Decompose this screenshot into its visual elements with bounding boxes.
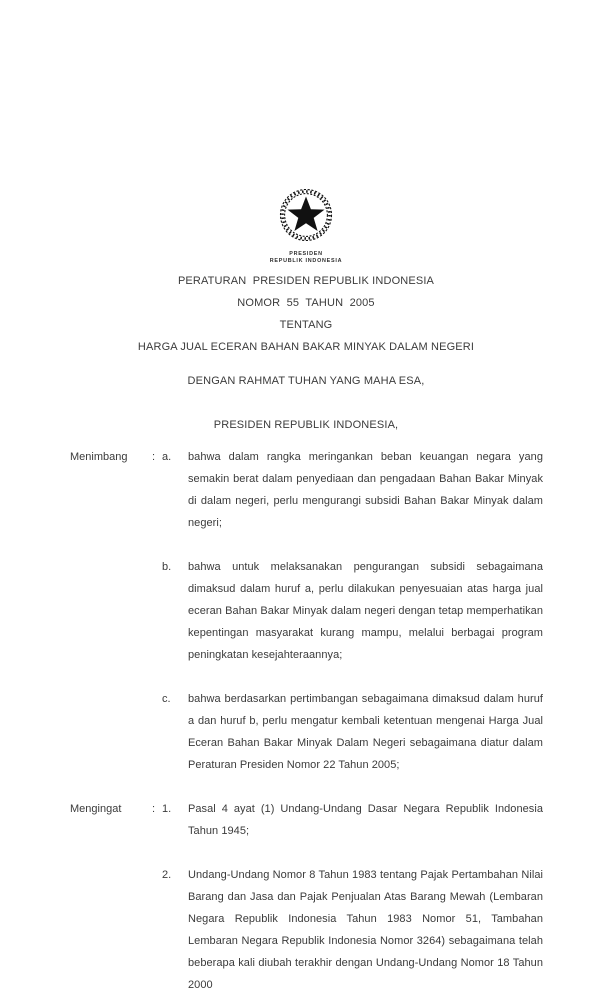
clause-text: Pasal 4 ayat (1) Undang-Undang Dasar Negara Republik Indonesia Tahun 1945; xyxy=(188,803,543,837)
clause-text: bahwa berdasarkan pertimbangan sebagaimana dimaksud dalam huruf a dan huruf b, perlu mengatur kembali ketentuan mengenai Harga Jual Eceran Bahan Bakar Minyak Dalam Negeri sebagaimana diatur dalam Peraturan Presiden Nomor 22 Tahun 2005; xyxy=(188,693,543,771)
clause-row xyxy=(0,446,612,534)
garuda-star-wreath-emblem-icon xyxy=(277,186,335,244)
clause-row xyxy=(0,864,612,996)
clause-marker: 1. xyxy=(162,803,172,815)
preamble-blessing: DENGAN RAHMAT TUHAN YANG MAHA ESA, xyxy=(187,375,425,387)
section-label-menimbang: Menimbang xyxy=(70,451,128,463)
section-colon: : xyxy=(152,451,156,463)
clause-sections xyxy=(0,446,612,996)
clause-text: bahwa untuk melaksanakan pengurangan subsidi sebagaimana dimaksud dalam huruf a, perlu dilakukan penyesuaian atas harga jual eceran Bahan Bakar Minyak dalam negeri dengan tetap memperhatikan kepentingan masyarakat kurang mampu, melalui berbagai program peningkatan kesejahteraannya; xyxy=(188,561,543,661)
preamble-authority: PRESIDEN REPUBLIK INDONESIA, xyxy=(213,419,399,431)
heading-regulation-title: PERATURAN PRESIDEN REPUBLIK INDONESIA xyxy=(177,275,435,287)
heading-number-year: NOMOR 55 TAHUN 2005 xyxy=(237,297,375,309)
emblem-caption-line-1: PRESIDEN xyxy=(289,251,323,257)
section-colon: : xyxy=(152,803,156,815)
section-mengingat xyxy=(0,798,612,996)
clause-marker: c. xyxy=(162,693,171,705)
section-label-mengingat: Mengingat xyxy=(70,803,122,815)
clause-marker: 2. xyxy=(162,869,172,881)
heading-subject: HARGA JUAL ECERAN BAHAN BAKAR MINYAK DALAM NEGERI xyxy=(137,341,475,353)
clause-marker: b. xyxy=(162,561,172,573)
emblem-caption-line-2: REPUBLIK INDONESIA xyxy=(269,257,343,264)
preamble-spacer xyxy=(0,392,612,414)
emblem-caption xyxy=(0,251,612,265)
clause-row xyxy=(0,798,612,842)
section-menimbang xyxy=(0,446,612,776)
clause-marker: a. xyxy=(162,451,172,463)
document-preamble xyxy=(0,370,612,436)
clause-text: Undang-Undang Nomor 8 Tahun 1983 tentang Pajak Pertambahan Nilai Barang dan Jasa dan Pajak Penjualan Atas Barang Mewah (Lembaran Negara Republik Indonesia Tahun 1983 Nomor 51, Tambahan Lembaran Negara Republik Indonesia Nomor 3264) sebagaimana telah beberapa kali diubah terakhir dengan Undang-Undang Nomor 18 Tahun 2000 xyxy=(188,869,543,991)
presidential-emblem-block xyxy=(0,186,612,265)
clause-row xyxy=(0,688,612,776)
clause-row xyxy=(0,556,612,666)
clause-text: bahwa dalam rangka meringankan beban keuangan negara yang semakin berat dalam penyediaan dan pengadaan Bahan Bakar Minyak di dalam negeri, perlu mengurangi subsidi Bahan Bakar Minyak dalam negeri; xyxy=(188,451,543,529)
document-heading xyxy=(0,270,612,358)
heading-about-label: TENTANG xyxy=(279,319,333,331)
